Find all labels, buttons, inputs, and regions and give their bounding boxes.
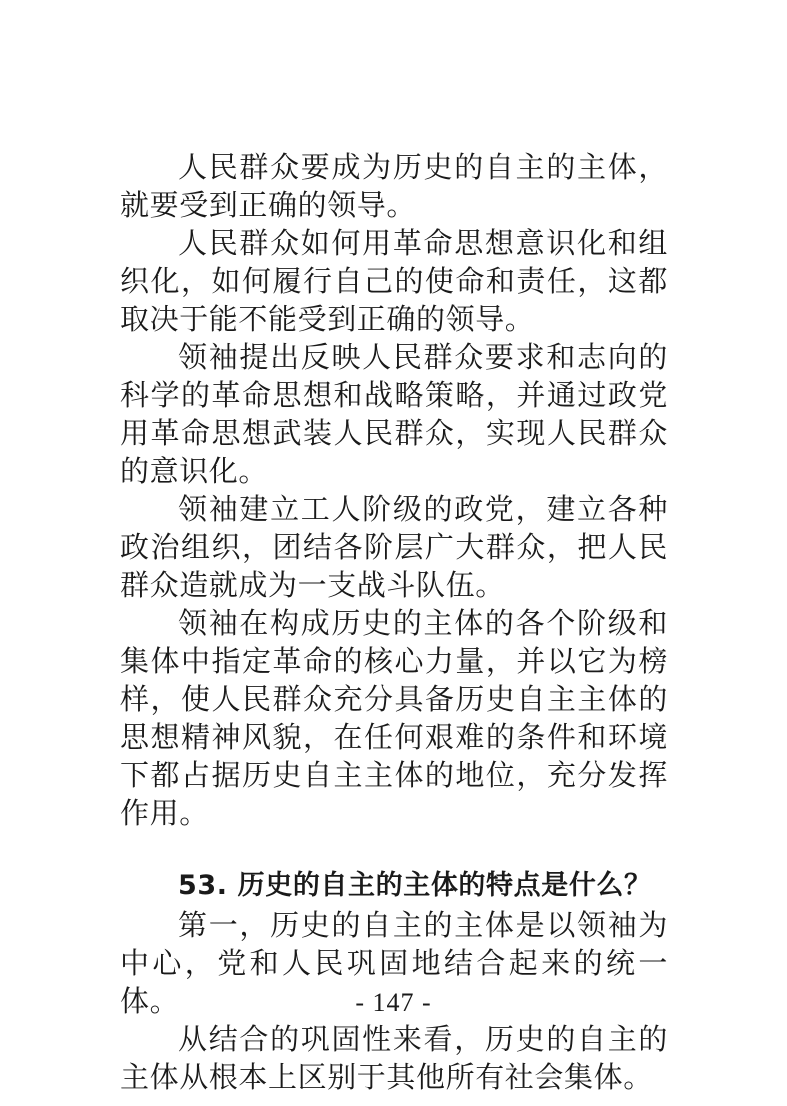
paragraph-1: 人民群众要成为历史的自主的主体，就要受到正确的领导。 — [120, 150, 668, 222]
paragraph-5: 领袖在构成历史的主体的各个阶级和集体中指定革命的核心力量，并以它为榜样，使人民群众充分具备历史自主主体的思想精神风貌，在任何艰难的条件和环境下都占据历史自主主体的地位，充分发挥作用。 — [120, 606, 668, 830]
paragraph-7: 从结合的巩固性来看，历史的自主的主体从根本上区别于其他所有社会集体。 — [120, 1022, 668, 1094]
page-number: - 147 - — [355, 988, 432, 1017]
paragraph-3: 领袖提出反映人民群众要求和志向的科学的革命思想和战略策略，并通过政党用革命思想武装人民群众，实现人民群众的意识化。 — [120, 340, 668, 488]
paragraph-2: 人民群众如何用革命思想意识化和组织化，如何履行自己的使命和责任，这都取决于能不能受到正确的领导。 — [120, 226, 668, 336]
paragraph-4: 领袖建立工人阶级的政党，建立各种政治组织，团结各阶层广大群众，把人民群众造就成为一支战斗队伍。 — [120, 492, 668, 602]
section-heading: 53. 历史的自主的主体的特点是什么？ — [178, 870, 652, 901]
body-text — [120, 148, 668, 1096]
paragraph-6: 第一，历史的自主的主体是以领袖为中心，党和人民巩固地结合起来的统一体。 — [120, 908, 668, 1018]
